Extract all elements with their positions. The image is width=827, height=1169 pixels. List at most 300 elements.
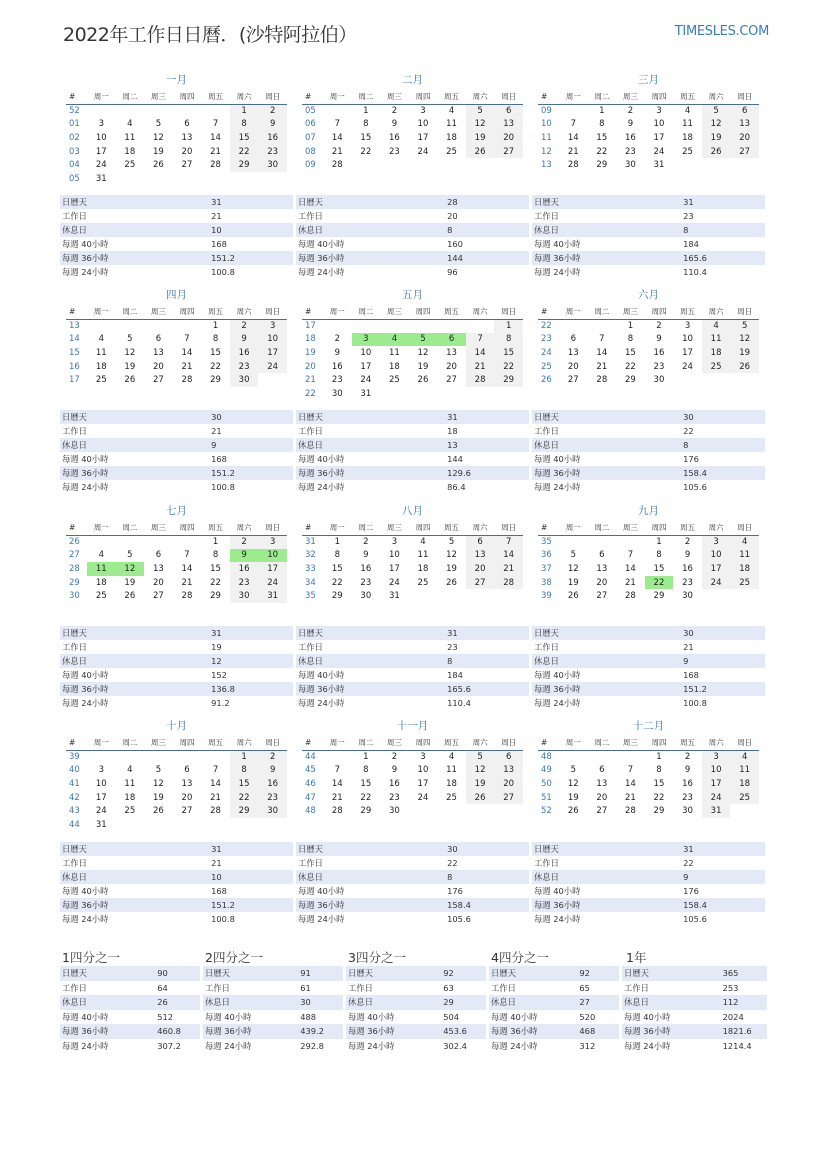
day-cell[interactable]: 26: [152, 160, 164, 171]
day-cell[interactable]: 10: [95, 132, 107, 143]
day-cell[interactable]: 18: [702, 346, 731, 360]
day-cell[interactable]: 14: [567, 132, 579, 143]
day-cell[interactable]: 7: [599, 334, 605, 345]
day-cell[interactable]: 8: [656, 765, 662, 776]
day-cell[interactable]: 9: [656, 334, 662, 345]
day-cell[interactable]: 14: [181, 347, 193, 358]
day-cell[interactable]: 20: [152, 361, 164, 372]
day-cell[interactable]: 25: [730, 791, 759, 805]
day-cell[interactable]: 22: [210, 577, 221, 588]
day-cell[interactable]: 9: [258, 118, 287, 132]
day-cell[interactable]: 5: [466, 750, 495, 764]
day-cell[interactable]: 18: [124, 792, 136, 803]
day-cell[interactable]: 9: [391, 765, 398, 776]
day-cell[interactable]: 18: [682, 132, 693, 143]
day-cell[interactable]: 18: [95, 361, 107, 372]
day-cell[interactable]: 5: [155, 119, 162, 130]
day-cell[interactable]: 20: [567, 361, 579, 372]
day-cell[interactable]: 16: [230, 562, 259, 576]
day-cell[interactable]: 9: [363, 550, 369, 561]
day-cell[interactable]: 28: [624, 806, 636, 817]
day-cell[interactable]: 1: [656, 752, 662, 763]
day-cell[interactable]: 8: [656, 550, 662, 561]
day-cell[interactable]: 8: [494, 333, 523, 347]
day-cell[interactable]: 29: [331, 591, 343, 602]
day-cell[interactable]: 30: [258, 804, 287, 818]
day-cell[interactable]: 30: [331, 388, 343, 399]
day-cell[interactable]: 12: [466, 118, 495, 132]
day-cell[interactable]: 26: [702, 145, 731, 159]
day-cell[interactable]: 18: [124, 146, 136, 157]
day-cell[interactable]: 24: [258, 576, 287, 590]
day-cell[interactable]: 15: [624, 347, 636, 358]
day-cell[interactable]: 12: [116, 562, 145, 576]
day-cell[interactable]: 1: [363, 752, 369, 763]
day-cell[interactable]: 6: [155, 334, 162, 345]
day-cell[interactable]: 1: [212, 321, 219, 332]
day-cell[interactable]: 3: [98, 765, 104, 776]
day-cell[interactable]: 6: [184, 119, 190, 130]
day-cell[interactable]: 9: [230, 549, 259, 563]
day-cell[interactable]: 14: [210, 778, 221, 789]
day-cell[interactable]: 6: [730, 104, 759, 118]
day-cell[interactable]: 22: [653, 792, 665, 803]
day-cell[interactable]: 31: [95, 819, 107, 830]
day-cell[interactable]: 30: [230, 589, 259, 603]
day-cell[interactable]: 15: [230, 131, 259, 145]
day-cell[interactable]: 3: [352, 333, 381, 347]
day-cell[interactable]: 29: [624, 375, 636, 386]
day-cell[interactable]: 11: [682, 119, 693, 130]
day-cell[interactable]: 14: [181, 563, 193, 574]
day-cell[interactable]: 7: [570, 119, 576, 130]
day-cell[interactable]: 10: [702, 549, 731, 563]
day-cell[interactable]: 12: [417, 347, 429, 358]
day-cell[interactable]: 22: [494, 360, 523, 374]
day-cell[interactable]: 25: [730, 576, 759, 590]
day-cell[interactable]: 20: [596, 792, 608, 803]
day-cell[interactable]: 30: [624, 160, 636, 171]
day-cell[interactable]: 12: [152, 778, 164, 789]
day-cell[interactable]: 21: [210, 146, 221, 157]
day-cell[interactable]: 9: [334, 347, 340, 358]
day-cell[interactable]: 27: [494, 145, 523, 159]
day-cell[interactable]: 31: [258, 589, 287, 603]
day-cell[interactable]: 22: [230, 145, 259, 159]
day-cell[interactable]: 16: [360, 563, 372, 574]
day-cell[interactable]: 13: [730, 118, 759, 132]
day-cell[interactable]: 17: [95, 792, 107, 803]
day-cell[interactable]: 29: [230, 158, 259, 172]
day-cell[interactable]: 13: [494, 118, 523, 132]
day-cell[interactable]: 8: [599, 119, 605, 130]
day-cell[interactable]: 17: [682, 347, 693, 358]
day-cell[interactable]: 23: [653, 361, 665, 372]
day-cell[interactable]: 6: [494, 104, 523, 118]
day-cell[interactable]: 22: [360, 146, 372, 157]
day-cell[interactable]: 5: [570, 765, 576, 776]
day-cell[interactable]: 28: [331, 806, 343, 817]
day-cell[interactable]: 19: [702, 131, 731, 145]
day-cell[interactable]: 29: [230, 804, 259, 818]
day-cell[interactable]: 18: [417, 563, 429, 574]
day-cell[interactable]: 18: [446, 778, 457, 789]
day-cell[interactable]: 22: [230, 791, 259, 805]
day-cell[interactable]: 21: [624, 577, 636, 588]
day-cell[interactable]: 8: [230, 118, 259, 132]
day-cell[interactable]: 7: [627, 765, 634, 776]
day-cell[interactable]: 1: [599, 106, 605, 117]
day-cell[interactable]: 8: [627, 334, 634, 345]
day-cell[interactable]: 5: [466, 104, 495, 118]
day-cell[interactable]: 27: [567, 375, 579, 386]
day-cell[interactable]: 13: [466, 549, 495, 563]
day-cell[interactable]: 3: [702, 535, 731, 549]
day-cell[interactable]: 9: [684, 550, 691, 561]
day-cell[interactable]: 4: [448, 106, 455, 117]
day-cell[interactable]: 11: [702, 333, 731, 347]
day-cell[interactable]: 4: [420, 537, 426, 548]
day-cell[interactable]: 12: [567, 563, 579, 574]
day-cell[interactable]: 23: [258, 145, 287, 159]
day-cell[interactable]: 20: [466, 562, 495, 576]
day-cell[interactable]: 15: [653, 563, 665, 574]
day-cell[interactable]: 2: [230, 535, 259, 549]
day-cell[interactable]: 24: [417, 792, 429, 803]
day-cell[interactable]: 25: [417, 577, 429, 588]
day-cell[interactable]: 21: [624, 792, 636, 803]
day-cell[interactable]: 11: [124, 778, 136, 789]
day-cell[interactable]: 23: [388, 146, 400, 157]
day-cell[interactable]: 16: [653, 347, 665, 358]
day-cell[interactable]: 28: [331, 160, 343, 171]
day-cell[interactable]: 4: [448, 752, 455, 763]
day-cell[interactable]: 12: [152, 132, 164, 143]
day-cell[interactable]: 19: [152, 792, 164, 803]
day-cell[interactable]: 8: [334, 550, 340, 561]
day-cell[interactable]: 28: [210, 160, 221, 171]
brand-link[interactable]: TIMESLES.COM: [674, 24, 769, 39]
day-cell[interactable]: 21: [181, 361, 193, 372]
day-cell[interactable]: 24: [702, 576, 731, 590]
day-cell[interactable]: 14: [331, 778, 343, 789]
day-cell[interactable]: 7: [334, 119, 340, 130]
day-cell[interactable]: 15: [596, 132, 608, 143]
day-cell[interactable]: 17: [258, 346, 287, 360]
day-cell[interactable]: 28: [624, 591, 636, 602]
day-cell[interactable]: 29: [494, 373, 523, 387]
day-cell[interactable]: 25: [124, 806, 136, 817]
day-cell[interactable]: 7: [334, 765, 340, 776]
day-cell[interactable]: 24: [653, 146, 665, 157]
day-cell[interactable]: 26: [124, 591, 136, 602]
day-cell[interactable]: 7: [212, 119, 219, 130]
day-cell[interactable]: 19: [730, 346, 759, 360]
day-cell[interactable]: 8: [363, 765, 369, 776]
day-cell[interactable]: 13: [181, 778, 193, 789]
day-cell[interactable]: 24: [258, 360, 287, 374]
day-cell[interactable]: 14: [466, 346, 495, 360]
day-cell[interactable]: 26: [446, 577, 457, 588]
day-cell[interactable]: 26: [567, 806, 579, 817]
day-cell[interactable]: 26: [124, 375, 136, 386]
day-cell[interactable]: 19: [466, 131, 495, 145]
day-cell[interactable]: 11: [388, 347, 400, 358]
day-cell[interactable]: 2: [391, 752, 398, 763]
day-cell[interactable]: 16: [682, 563, 693, 574]
day-cell[interactable]: 2: [684, 537, 691, 548]
day-cell[interactable]: 6: [599, 765, 605, 776]
day-cell[interactable]: 29: [653, 806, 665, 817]
day-cell[interactable]: 27: [446, 375, 457, 386]
day-cell[interactable]: 7: [494, 535, 523, 549]
day-cell[interactable]: 24: [360, 375, 372, 386]
day-cell[interactable]: 8: [212, 334, 219, 345]
day-cell[interactable]: 10: [258, 549, 287, 563]
day-cell[interactable]: 11: [730, 549, 759, 563]
day-cell[interactable]: 27: [596, 591, 608, 602]
day-cell[interactable]: 10: [388, 550, 400, 561]
day-cell[interactable]: 14: [624, 778, 636, 789]
day-cell[interactable]: 14: [624, 563, 636, 574]
day-cell[interactable]: 17: [258, 562, 287, 576]
day-cell[interactable]: 27: [152, 591, 164, 602]
day-cell[interactable]: 6: [494, 750, 523, 764]
day-cell[interactable]: 13: [596, 778, 608, 789]
day-cell[interactable]: 20: [494, 131, 523, 145]
day-cell[interactable]: 16: [682, 778, 693, 789]
day-cell[interactable]: 10: [258, 333, 287, 347]
day-cell[interactable]: 1: [494, 319, 523, 333]
day-cell[interactable]: 28: [596, 375, 608, 386]
day-cell[interactable]: 30: [682, 806, 693, 817]
day-cell[interactable]: 4: [380, 333, 409, 347]
day-cell[interactable]: 3: [258, 319, 287, 333]
day-cell[interactable]: 31: [95, 173, 107, 184]
day-cell[interactable]: 24: [702, 791, 731, 805]
day-cell[interactable]: 11: [446, 765, 457, 776]
day-cell[interactable]: 14: [331, 132, 343, 143]
day-cell[interactable]: 30: [360, 591, 372, 602]
day-cell[interactable]: 28: [494, 576, 523, 590]
day-cell[interactable]: 7: [627, 550, 634, 561]
day-cell[interactable]: 26: [152, 806, 164, 817]
day-cell[interactable]: 1: [656, 537, 662, 548]
day-cell[interactable]: 14: [210, 132, 221, 143]
day-cell[interactable]: 18: [730, 562, 759, 576]
day-cell[interactable]: 16: [258, 777, 287, 791]
day-cell[interactable]: 27: [152, 375, 164, 386]
day-cell[interactable]: 3: [98, 119, 104, 130]
day-cell[interactable]: 1: [627, 321, 634, 332]
day-cell[interactable]: 19: [466, 777, 495, 791]
day-cell[interactable]: 29: [653, 591, 665, 602]
day-cell[interactable]: 2: [363, 537, 369, 548]
day-cell[interactable]: 19: [567, 792, 579, 803]
day-cell[interactable]: 13: [152, 563, 164, 574]
day-cell[interactable]: 28: [181, 591, 193, 602]
day-cell[interactable]: 23: [230, 576, 259, 590]
day-cell[interactable]: 21: [466, 360, 495, 374]
day-cell[interactable]: 28: [181, 375, 193, 386]
day-cell[interactable]: 31: [388, 591, 400, 602]
day-cell[interactable]: 23: [331, 375, 343, 386]
day-cell[interactable]: 27: [596, 806, 608, 817]
day-cell[interactable]: 1: [363, 106, 369, 117]
day-cell[interactable]: 10: [682, 334, 693, 345]
day-cell[interactable]: 2: [684, 752, 691, 763]
day-cell[interactable]: 18: [730, 777, 759, 791]
day-cell[interactable]: 18: [388, 361, 400, 372]
day-cell[interactable]: 12: [567, 778, 579, 789]
day-cell[interactable]: 7: [466, 333, 495, 347]
day-cell[interactable]: 21: [494, 562, 523, 576]
day-cell[interactable]: 25: [446, 146, 457, 157]
day-cell[interactable]: 30: [230, 373, 259, 387]
day-cell[interactable]: 12: [702, 118, 731, 132]
day-cell[interactable]: 4: [98, 334, 104, 345]
day-cell[interactable]: 9: [684, 765, 691, 776]
day-cell[interactable]: 17: [702, 562, 731, 576]
day-cell[interactable]: 17: [653, 132, 665, 143]
day-cell[interactable]: 19: [567, 577, 579, 588]
day-cell[interactable]: 15: [360, 778, 372, 789]
day-cell[interactable]: 14: [596, 347, 608, 358]
day-cell[interactable]: 21: [331, 146, 343, 157]
day-cell[interactable]: 3: [702, 750, 731, 764]
day-cell[interactable]: 18: [446, 132, 457, 143]
day-cell[interactable]: 10: [360, 347, 372, 358]
day-cell[interactable]: 5: [730, 319, 759, 333]
day-cell[interactable]: 27: [181, 160, 193, 171]
day-cell[interactable]: 27: [181, 806, 193, 817]
day-cell[interactable]: 20: [152, 577, 164, 588]
day-cell[interactable]: 5: [155, 765, 162, 776]
day-cell[interactable]: 29: [210, 375, 221, 386]
day-cell[interactable]: 11: [124, 132, 136, 143]
day-cell[interactable]: 2: [391, 106, 398, 117]
day-cell[interactable]: 11: [95, 347, 107, 358]
day-cell[interactable]: 23: [682, 792, 693, 803]
day-cell[interactable]: 26: [417, 375, 429, 386]
day-cell[interactable]: 26: [730, 360, 759, 374]
day-cell[interactable]: 20: [494, 777, 523, 791]
day-cell[interactable]: 25: [95, 591, 107, 602]
day-cell[interactable]: 3: [420, 752, 426, 763]
day-cell[interactable]: 17: [360, 361, 372, 372]
day-cell[interactable]: 2: [258, 750, 287, 764]
day-cell[interactable]: 5: [127, 550, 133, 561]
day-cell[interactable]: 29: [360, 806, 372, 817]
day-cell[interactable]: 29: [596, 160, 608, 171]
day-cell[interactable]: 4: [98, 550, 104, 561]
day-cell[interactable]: 20: [730, 131, 759, 145]
day-cell[interactable]: 2: [230, 319, 259, 333]
day-cell[interactable]: 17: [702, 777, 731, 791]
day-cell[interactable]: 12: [730, 333, 759, 347]
day-cell[interactable]: 17: [95, 146, 107, 157]
day-cell[interactable]: 4: [730, 535, 759, 549]
day-cell[interactable]: 6: [570, 334, 576, 345]
day-cell[interactable]: 6: [184, 765, 190, 776]
day-cell[interactable]: 2: [656, 321, 662, 332]
day-cell[interactable]: 20: [596, 577, 608, 588]
day-cell[interactable]: 3: [656, 106, 662, 117]
day-cell[interactable]: 3: [391, 537, 398, 548]
day-cell[interactable]: 6: [466, 535, 495, 549]
day-cell[interactable]: 17: [388, 563, 400, 574]
day-cell[interactable]: 8: [212, 550, 219, 561]
day-cell[interactable]: 15: [230, 777, 259, 791]
day-cell[interactable]: 17: [417, 778, 429, 789]
day-cell[interactable]: 22: [645, 576, 674, 590]
day-cell[interactable]: 1: [212, 537, 219, 548]
day-cell[interactable]: 24: [388, 577, 400, 588]
day-cell[interactable]: 24: [682, 361, 693, 372]
day-cell[interactable]: 23: [624, 146, 636, 157]
day-cell[interactable]: 11: [730, 764, 759, 778]
day-cell[interactable]: 1: [230, 750, 259, 764]
day-cell[interactable]: 13: [567, 347, 579, 358]
day-cell[interactable]: 10: [702, 764, 731, 778]
day-cell[interactable]: 3: [684, 321, 691, 332]
day-cell[interactable]: 13: [596, 563, 608, 574]
day-cell[interactable]: 8: [230, 764, 259, 778]
day-cell[interactable]: 19: [124, 577, 136, 588]
day-cell[interactable]: 2: [334, 334, 340, 345]
day-cell[interactable]: 22: [210, 361, 221, 372]
day-cell[interactable]: 27: [730, 145, 759, 159]
day-cell[interactable]: 16: [230, 346, 259, 360]
day-cell[interactable]: 23: [258, 791, 287, 805]
day-cell[interactable]: 2: [627, 106, 634, 117]
day-cell[interactable]: 24: [417, 146, 429, 157]
day-cell[interactable]: 6: [437, 333, 466, 347]
day-cell[interactable]: 19: [124, 361, 136, 372]
day-cell[interactable]: 30: [388, 806, 400, 817]
day-cell[interactable]: 28: [567, 160, 579, 171]
day-cell[interactable]: 31: [653, 160, 665, 171]
day-cell[interactable]: 29: [210, 591, 221, 602]
day-cell[interactable]: 30: [653, 375, 665, 386]
day-cell[interactable]: 24: [95, 160, 107, 171]
day-cell[interactable]: 17: [417, 132, 429, 143]
day-cell[interactable]: 15: [494, 346, 523, 360]
day-cell[interactable]: 11: [87, 562, 116, 576]
day-cell[interactable]: 3: [420, 106, 426, 117]
day-cell[interactable]: 14: [494, 549, 523, 563]
day-cell[interactable]: 20: [181, 146, 193, 157]
day-cell[interactable]: 19: [152, 146, 164, 157]
day-cell[interactable]: 9: [627, 119, 634, 130]
day-cell[interactable]: 23: [682, 577, 693, 588]
day-cell[interactable]: 21: [596, 361, 608, 372]
day-cell[interactable]: 4: [730, 750, 759, 764]
day-cell[interactable]: 22: [624, 361, 636, 372]
day-cell[interactable]: 31: [360, 388, 372, 399]
day-cell[interactable]: 4: [127, 119, 133, 130]
day-cell[interactable]: 22: [596, 146, 608, 157]
day-cell[interactable]: 4: [127, 765, 133, 776]
day-cell[interactable]: 3: [258, 535, 287, 549]
day-cell[interactable]: 16: [624, 132, 636, 143]
day-cell[interactable]: 25: [124, 160, 136, 171]
day-cell[interactable]: 21: [181, 577, 193, 588]
day-cell[interactable]: 13: [446, 347, 457, 358]
day-cell[interactable]: 6: [599, 550, 605, 561]
day-cell[interactable]: 9: [258, 764, 287, 778]
day-cell[interactable]: 11: [417, 550, 429, 561]
